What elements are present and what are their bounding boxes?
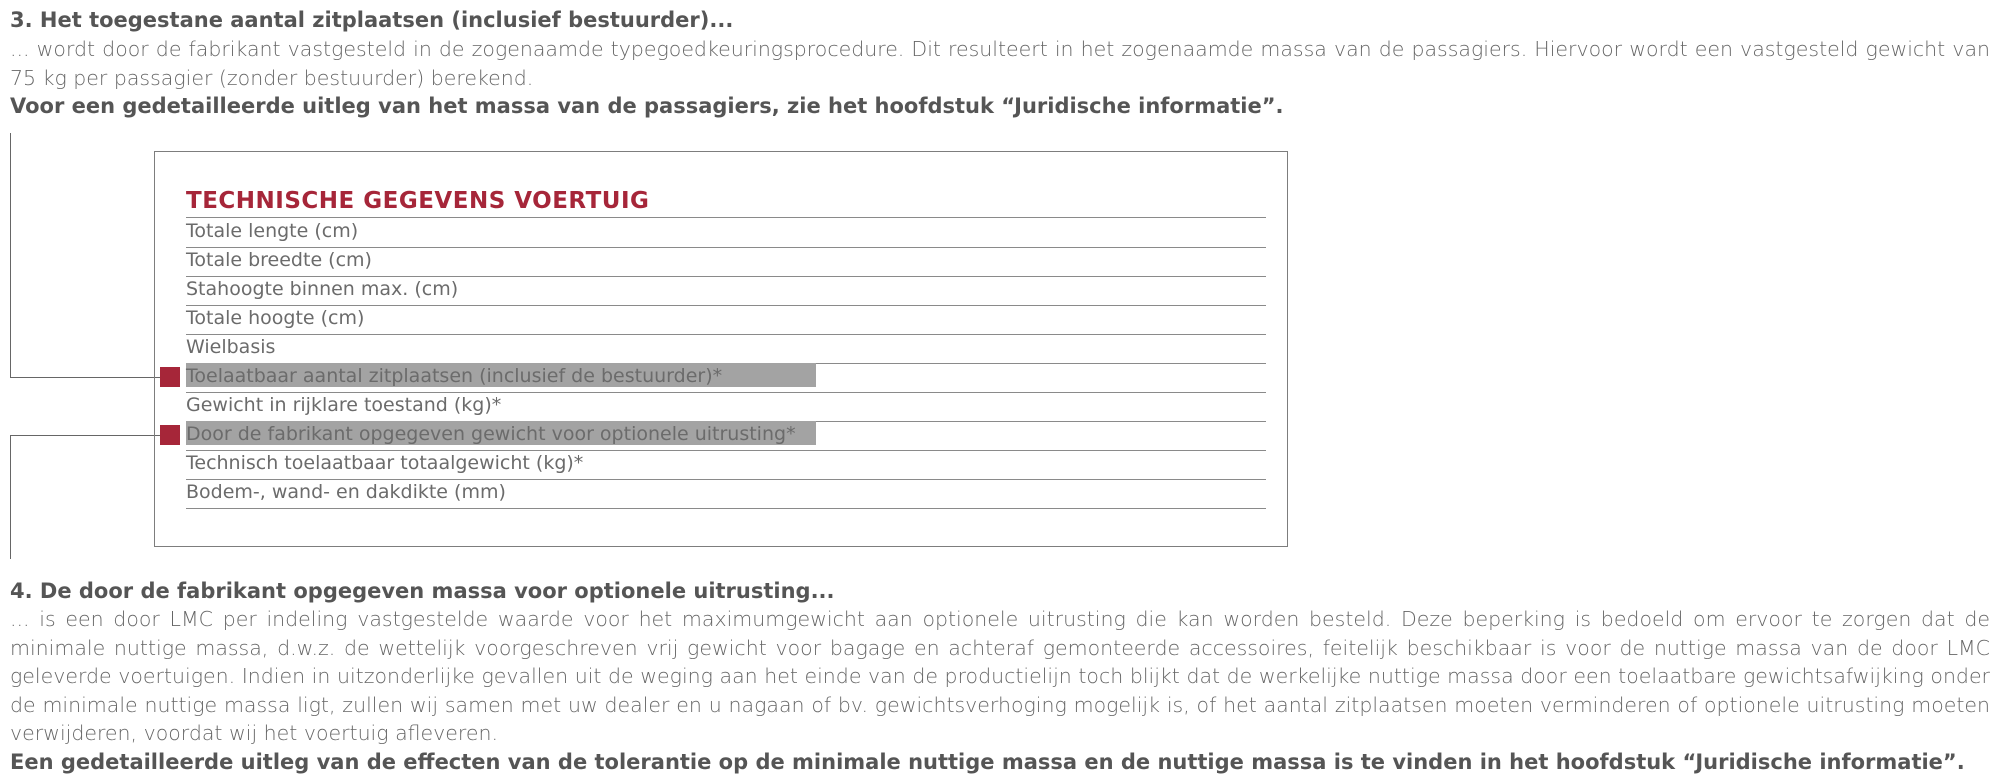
section3-body: ... wordt door de fabrikant vastgesteld in de zogenaamde typegoedkeuringsprocedure. Dit resulteert in het zogenaamde massa van de passagiers. Hiervoor wordt een vastgesteld gewicht van 75 kg per passagier (zonder bestuurder) berekend. [10,37,1990,90]
table-row [186,305,1266,335]
table-row [186,218,1266,248]
marker-square-optional-equipment [160,425,180,445]
row-label: Bodem-, wand- en dakdikte (mm) [186,481,506,503]
section4-body: ... is een door LMC per indeling vastgestelde waarde voor het maximumgewicht aan optionele uitrusting die kan worden besteld. Deze beperking is bedoeld om ervoor te zorgen dat de minimale nuttige massa, d.w.z. de wettelijk voorgeschreven vrij gewicht voor bagage en achteraf gemonteerde accessoires, feitelijk beschikbaar is voor de nuttige massa van de door LMC geleverde voertuigen. Indien in uitzonderlijke gevallen uit de weging aan het einde van de productielijn toch blijkt dat de werkelijke nuttige massa door een toelaatbare gewichtsafwijking onder de minimale nuttige massa ligt, zullen wij samen met uw dealer en u nagaan of bv. gewichtsverhoging mogelijk is, of het aantal zitplaatsen moeten verminderen of optionele uitrusting moeten verwijderen, voordat wij het voertuig afleveren. [10,607,1990,745]
connector-line-top-horizontal [10,377,160,378]
table-row [186,450,1266,480]
table-row-highlighted [186,421,1266,451]
row-label: Stahoogte binnen max. (cm) [186,278,459,300]
connector-line-bottom-horizontal [10,435,160,436]
row-label: Totale breedte (cm) [186,249,372,271]
section3-note: Voor een gedetailleerde uitleg van het massa van de passagiers, zie het hoofdstuk “Juridische informatie”. [10,94,1284,118]
row-label: Wielbasis [186,336,276,358]
marker-square-seats [160,367,180,387]
table-row [186,247,1266,277]
title-underline [186,189,1266,218]
row-label: Totale lengte (cm) [186,220,359,242]
technical-data-title: TECHNISCHE GEGEVENS VOERTUIG [186,188,650,214]
table-row [186,334,1266,364]
connector-line-top [10,133,11,378]
row-label: Gewicht in rijklare toestand (kg)* [186,394,502,416]
row-label: Door de fabrikant opgegeven gewicht voor optionele uitrusting* [186,423,796,445]
table-row [186,479,1266,509]
connector-line-bottom [10,435,11,559]
row-label: Technisch toelaatbaar totaalgewicht (kg)* [186,452,584,474]
section3-heading: 3. Het toegestane aantal zitplaatsen (inclusief bestuurder)... [10,8,734,32]
table-row [186,392,1266,422]
table-row-highlighted [186,363,1266,393]
row-label: Toelaatbaar aantal zitplaatsen (inclusief de bestuurder)* [186,365,723,387]
section4-heading: 4. De door de fabrikant opgegeven massa voor optionele uitrusting... [10,579,835,603]
table-row [186,276,1266,306]
section4-note: Een gedetailleerde uitleg van de effecten van de tolerantie op de minimale nuttige massa en de nuttige massa is te vinden in het hoofdstuk “Juridische informatie”. [10,750,1965,774]
row-label: Totale hoogte (cm) [186,307,365,329]
